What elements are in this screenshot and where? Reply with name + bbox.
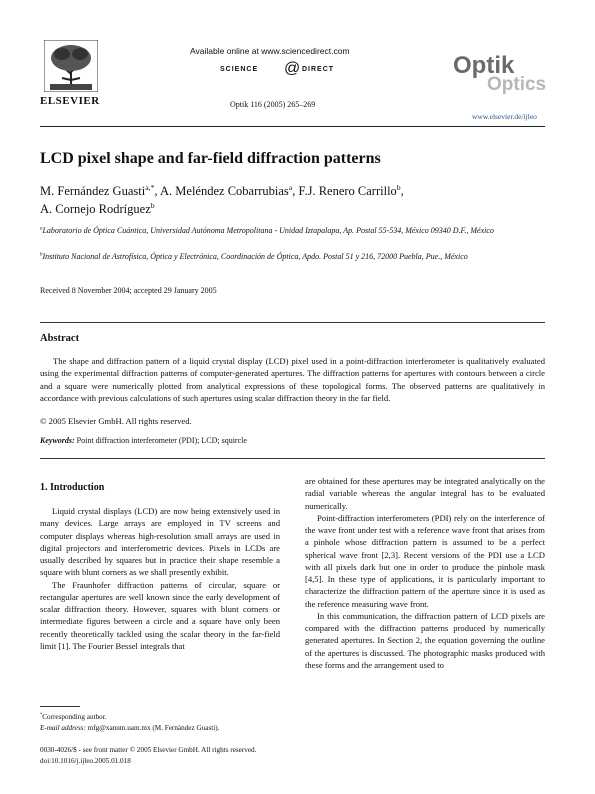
publisher-name: ELSEVIER xyxy=(40,95,100,107)
author-mark[interactable]: b xyxy=(396,182,401,192)
paragraph: In this communication, the diffraction pattern of LCD pixels are compared with the diffraction patterns produced by numerically generated apertures. In Section 2, the equation governing the outline of the apertures is discussed. The photographic masks produced with these forms and the arrangement used to xyxy=(305,610,545,670)
author-name: F.J. Renero Carrillo xyxy=(298,184,397,198)
journal-logo-bottom: Optics xyxy=(487,74,547,95)
keywords xyxy=(40,436,247,445)
email-label: E-mail address: xyxy=(40,724,86,732)
abstract-copyright: © 2005 Elsevier GmbH. All rights reserved. xyxy=(40,416,192,426)
abstract-body xyxy=(40,355,545,404)
article-title: LCD pixel shape and far-field diffraction patterns xyxy=(40,150,381,167)
author-name: A. Meléndez Cobarrubias xyxy=(160,184,289,198)
affiliation-text: Laboratorio de Óptica Cuántica, Universidad Autónoma Metropolitana - Unidad Iztapalapa, Ap. Postal 55-534, México 09340 D.F., México xyxy=(42,226,494,235)
sciencedirect-left: SCIENCE xyxy=(220,66,259,73)
section-heading: 1. Introduction xyxy=(40,482,105,493)
left-column xyxy=(40,505,280,652)
author-separator: , xyxy=(292,184,299,198)
affiliation-b xyxy=(40,250,545,263)
paragraph: Liquid crystal displays (LCD) are now being extensively used in many devices. Large arrays are employed in TV screens and computer displays whereas high-resolution small arrays are used in digital projectors and interferometric devices. Pixels in LCDs are usually described by squares but in practice their shape resemble a square with blunt corners as we shall presently exhibit. xyxy=(40,506,280,578)
author-name: A. Cornejo Rodríguez xyxy=(40,202,151,216)
author-separator: , xyxy=(400,184,404,198)
abstract-divider-top xyxy=(40,322,545,323)
corresponding-author-note xyxy=(40,713,107,721)
elsevier-logo xyxy=(40,40,102,110)
received-dates: Received 8 November 2004; accepted 29 January 2005 xyxy=(40,286,217,295)
journal-reference: Optik 116 (2005) 265–269 xyxy=(230,100,316,109)
affiliation-mark: b xyxy=(40,252,43,258)
paragraph: Point-diffraction interferometers (PDI) rely on the interference of the wave front under test with a reference wave front that arises from a pinhole whose diffraction pattern is assumed to be a perfect spherical wave front [2,3]. Recent versions of the PDI use a LCD with all pixels dark but one in order to produce the pinhole mask [4,5]. In these type of applications, it is particularly important to characterize the diffraction pattern of the aperture since it is used as the reference measuring wave front. xyxy=(305,512,545,609)
sciencedirect-right: DIRECT xyxy=(302,66,335,73)
right-column xyxy=(305,475,545,671)
email-note xyxy=(40,724,219,732)
elsevier-tree-icon xyxy=(44,40,98,92)
issn-line: 0030-4026/$ - see front matter © 2005 Elsevier GmbH. All rights reserved. xyxy=(40,746,257,754)
affiliation-mark: a xyxy=(40,226,43,232)
author-mark[interactable]: b xyxy=(150,200,155,210)
abstract-text: The shape and diffraction pattern of a liquid crystal display (LCD) pixel used in a point-diffraction interferometer is qualitatively evaluated using the experimental diffraction patterns of computer-generated apertures. The diffraction patterns for apertures with contours between a circle and a square were numerically plotted from analytical expressions of these topological forms. The observed patterns are qualitatively in accordance with previous calculations of such apertures using scalar diffraction theory in the far field. xyxy=(40,356,545,403)
affiliation-text: Instituto Nacional de Astrofísica, Óptica y Electrónica, Coordinación de Óptica, Apdo. Postal 51 y 216, 72000 Puebla, Pue., México xyxy=(42,252,468,261)
footnote-divider xyxy=(40,706,80,707)
author-mark[interactable]: a xyxy=(288,182,293,192)
footnote-mark: * xyxy=(40,711,43,717)
author-mark[interactable]: a,* xyxy=(145,182,155,192)
journal-logo-top: Optik xyxy=(453,52,515,79)
sciencedirect-at-icon: @ xyxy=(284,60,301,77)
journal-url-link[interactable]: www.elsevier.de/ijleo xyxy=(472,112,537,121)
affiliation-a xyxy=(40,224,545,237)
paragraph: The Fraunhofer diffraction patterns of circular, square or rectangular apertures are well known since the early development of scalar diffraction theory. However, squares with blunt corners or intermediate figures between a circle and a square have only been recently theoretically tackled using the scalar theory in the far-field limit [1]. The Fourier Bessel integrals that xyxy=(40,579,280,651)
keywords-label: Keywords: xyxy=(40,436,75,445)
doi-link[interactable]: doi:10.1016/j.ijleo.2005.01.018 xyxy=(40,757,131,765)
email-address-link[interactable]: mfg@xanum.uam.mx (M. Fernández Guasti). xyxy=(87,724,220,732)
keywords-text: Point diffraction interferometer (PDI); LCD; squircle xyxy=(76,436,247,445)
sciencedirect-logo xyxy=(220,60,370,82)
author-separator: , xyxy=(154,184,161,198)
journal-logo xyxy=(453,52,553,102)
author-name: M. Fernández Guasti xyxy=(40,184,146,198)
author-list xyxy=(40,182,545,218)
abstract-heading: Abstract xyxy=(40,333,80,344)
header-divider xyxy=(40,126,545,127)
abstract-divider-bottom xyxy=(40,458,545,459)
available-online-text: Available online at www.sciencedirect.com xyxy=(190,46,350,56)
corresponding-text: Corresponding author. xyxy=(42,713,107,721)
paragraph: are obtained for these apertures may be integrated analytically on the radial variable whereas the angular integral has to be evaluated numerically. xyxy=(305,476,545,511)
